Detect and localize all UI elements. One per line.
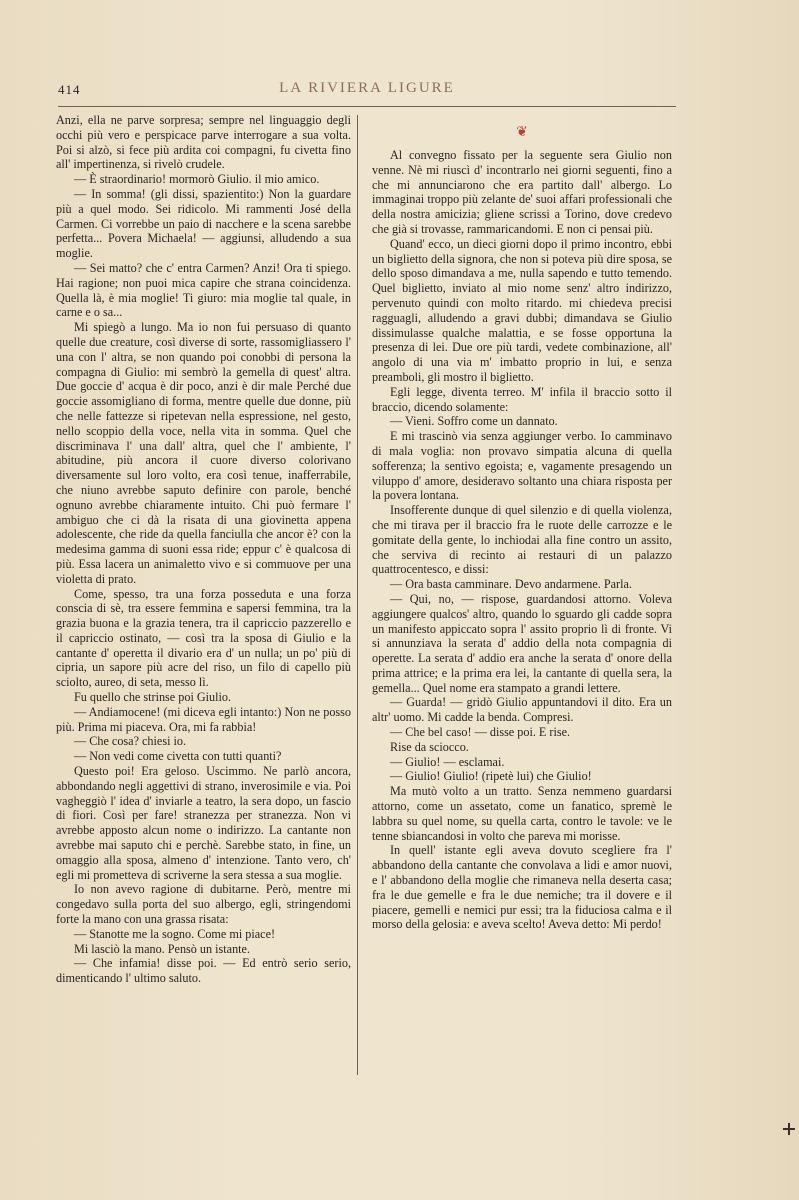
left-column — [56, 113, 351, 986]
paragraph: — Che bel caso! — disse poi. E rise. — [390, 725, 571, 740]
paragraph: — Che infamia! disse poi. — Ed entrò serio serio, dimenticando l' ultimo saluto. — [56, 956, 351, 986]
paragraph: — Guarda! — gridò Giulio appuntandovi il dito. Era un altr' uomo. Mi cadde la benda. Compresi. — [372, 695, 672, 725]
paragraph: Insofferente dunque di quel silenzio e di quella violenza, che mi tirava per il braccio fra le ruote delle carrozze e le gomitate della gente, lo inchiodai alla fine contro un assito, che serviva di recinto ai restauri di un palazzo quattrocentesco, e dissi: — [372, 503, 672, 577]
paragraph: Mi lasciò la mano. Pensò un istante. — [74, 941, 251, 956]
paragraph: Come, spesso, tra una forza posseduta e una forza conscia di sè, tra essere femmina e sapersi femmina, tra la grazia buona e la grazia tenera, tra il capriccio pazzerello e il capriccio ostinato, — così tra la sposa di Giulio e la cantante d' operetta il divario era d' un nulla; un po' più di cipria, un sapore più acre del riso, un filo di capello più sciolto, aureo, di seta, messo lì. — [56, 586, 351, 690]
paragraph: Rise da sciocco. — [390, 739, 469, 754]
paragraph: Mi spiegò a lungo. Ma io non fui persuaso di quanto quelle due creature, così diverse di sorte, rassomigliassero l' una con l' altra, se non quando poi conobbi di persona la compagna di Giulio: mi sembrò la gemella di quest' altra. Due goccie d' acqua è dir poco, anzi è dir male Perché due goccie assomigliano di forma, mentre quelle due donne, più che nelle fattezze si ripetevan nella espressione, nel gesto, nello scoppio della voce, nella vita in somma. Quel che discriminava l' una dall' altra, quel che l' ambiente, l' abitudine, più ancora il cuore diverso colorivano diversamente sul loro volto, era così tenue, inafferrabile, che niuno avrebbe saputo definire con parole, benché ognuno avrebbe chiaramente intuito. Chi può fermare l' ambiguo che ci dà la risata di una giovinetta appena adolescente, che ride da quella fanciulla che ancor è? con la medesima gamma di suoni essa ride; eppur c' è qualcosa di più. Essa lacera un animaletto vivo e si commuove per una violetta di prato. — [56, 320, 351, 586]
paragraph: Al convegno fissato per la seguente sera Giulio non venne. Nè mi riuscì d' incontrarlo nei giorni seguenti, fino a che mi annunciarono che era partito dall' albergo. Lo immaginai troppo più zelante de' suoi affari professionali che della nostra amicizia; gliene scrissi a Torino, dove credevo che già si trovasse, rammaricandomi. E non ci pensai più. — [372, 148, 672, 236]
paragraph: — Giulio! Giulio! (ripetè lui) che Giulio! — [390, 769, 592, 784]
paragraph: — Sei matto? che c' entra Carmen? Anzi! Ora ti spiego. Hai ragione; non puoi mica capire che strana coincidenza. Quella là, è mia moglie! Ti giuro: mia moglie tal quale, in carne e o sa... — [56, 260, 351, 320]
paragraph: — Qui, no, — rispose, guardandosi attorno. Voleva aggiungere qualcos' altro, quando lo sguardo gli cadde sopra un manifesto appiccato sopra l' assito proprio lì di fronte. Vi si annunziava la serata d' addio della nota compagnia di operette. La serata d' addio era anche la serata d' onore della prima attrice; e la prima era lei, la cantante di quella sera, la gemella... Quel nome era stampato a grandi lettere. — [372, 591, 672, 695]
paragraph: Anzi, ella ne parve sorpresa; sempre nel linguaggio degli occhi più vero e perspicace parve interrogare a sua volta. Poi si alzò, si fece più ardita coi compagni, fu civetta fino all' impertinenza, si rivelò crudele. — [56, 113, 351, 172]
paragraph: — Giulio! — esclamai. — [390, 754, 505, 769]
paragraph: — Non vedi come civetta con tutti quanti? — [74, 749, 282, 764]
header-rule — [58, 106, 676, 107]
paragraph: — In somma! (gli dissi, spazientito:) Non la guardare più a quel modo. Sei ridicolo. Mi rammenti José della Carmen. Ci vorrebbe un paio di nacchere e la scena sarebbe perfetta... Povera Michaela! — aggiunsi, alludendo a sua moglie. — [56, 186, 351, 261]
paragraph: — Ora basta camminare. Devo andarmene. Parla. — [390, 577, 632, 592]
paragraph: Quand' ecco, un dieci giorni dopo il primo incontro, ebbi un biglietto della signora, che non si poteva più dire sposa, se dello sposo dimandava a me, nulla sapendo e tutto temendo. Quel biglietto, inviato al mio nome senz' altro indirizzo, pervenuto quindi con molto ritardo. mi chiedeva precisi ragguagli, alludendo a gravi dubbi; dimandava se Giulio dissimulasse qualche malattia, e se fosse opportuna la presenza di lei. Due ore più tardi, vedete combinazione, all' angolo di una via m' imbatto proprio in lui, e senza preamboli, gli mostro il biglietto. — [372, 236, 672, 384]
paragraph: — Vieni. Soffro come un dannato. — [390, 414, 558, 429]
paragraph: In quell' istante egli aveva dovuto scegliere fra l' abbandono della cantante che convolava a lidi e amor nuovi, e l' abbandono della moglie che rimaneva nella deserta casa; fra le due gemelle e fra le due nemiche; tra il dovere e il piacere, gemelli e nemici pur essi; tra la fiduciosa calma e il morso della gelosia: e aveva scelto! Aveva detto: Mi perdo! — [372, 843, 672, 932]
paragraph: E mi trascinò via senza aggiunger verbo. Io camminavo di mala voglia: non provavo simpatia alcuna di quella sofferenza; la sentivo egoista; e, vagamente presagendo un viluppo d' amore, desideravo soltanto una chiara risposta per la povera lontana. — [372, 429, 672, 503]
paragraph: — Che cosa? chiesi io. — [74, 734, 187, 749]
edge-mark-vertical — [788, 1123, 790, 1135]
paragraph: Io non avevo ragione di dubitarne. Però, mentre mi congedavo sulla porta del suo albergo, egli, stringendomi forte la mano con una grassa risata: — [56, 882, 351, 927]
paragraph: — Andiamocene! (mi diceva egli intanto:) Non ne posso più. Prima mi piaceva. Ora, mi fa rabbia! — [56, 704, 351, 734]
page-number: 414 — [58, 82, 81, 97]
running-header — [58, 80, 676, 104]
paragraph: Ma mutò volto a un tratto. Senza nemmeno guardarsi attorno, come un assetato, come un fanatico, spremè le labbra su quel nome, su quella carta, contro le tavole: ve le tenne sbiancandosi in volto che pareva mi morisse. — [372, 784, 672, 843]
paragraph: Questo poi! Era geloso. Uscimmo. Ne parlò ancora, abbondando negli aggettivi di strano, inverosimile e via. Poi vagheggiò l' idea d' inviarle a teatro, la sera dopo, un fascio di fiori. Così per fare! stranezza per stranezza. Non vi avrebbe apposto alcun nome o indirizzo. La cantante non avrebbe mai saputo chi e perchè. Sarebbe stato, in fine, un omaggio alla sposa, almeno d' intenzione. Tanto vero, ch' egli mi prometteva di scriverne la sera stessa a sua moglie. — [56, 764, 351, 882]
paragraph: Fu quello che strinse poi Giulio. — [74, 690, 232, 705]
section-ornament-icon: ❦ — [516, 125, 528, 140]
paragraph: Egli legge, diventa terreo. M' infila il braccio sotto il braccio, dicendo solamente: — [372, 384, 672, 414]
journal-title: LA RIVIERA LIGURE — [279, 80, 455, 96]
right-column — [372, 126, 672, 932]
column-divider — [357, 115, 358, 1075]
paragraph: — È straordinario! mormorò Giulio. il mio amico. — [74, 172, 320, 187]
paragraph: — Stanotte me la sogno. Come mi piace! — [74, 926, 276, 941]
